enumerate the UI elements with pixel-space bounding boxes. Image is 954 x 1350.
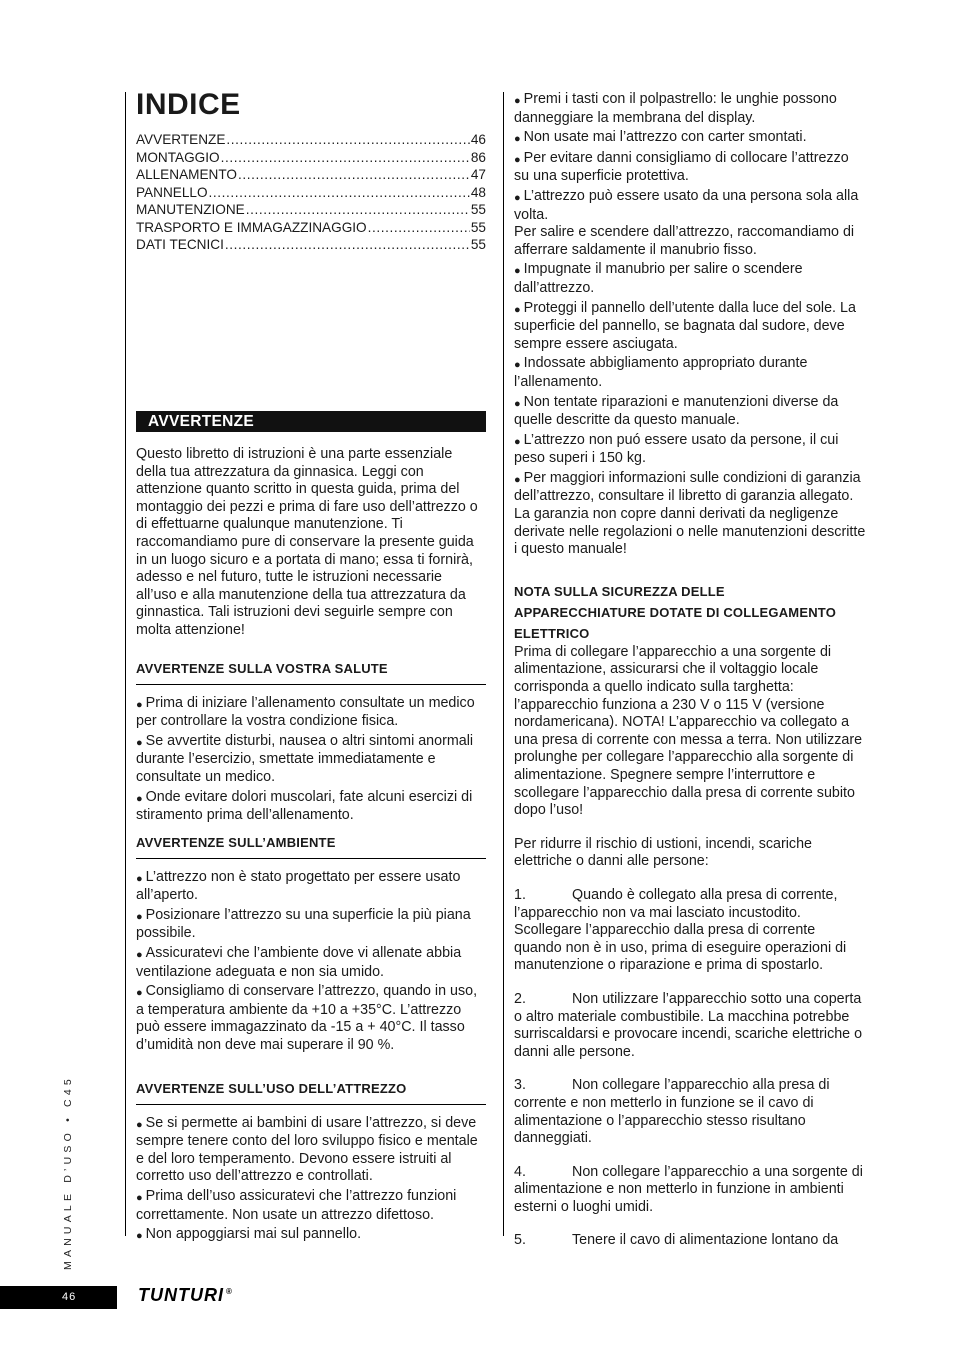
- item-text: Tenere il cavo di alimentazione lontano da: [572, 1232, 839, 1249]
- bullet-icon: ●: [514, 133, 521, 146]
- list-item-text: Impugnate il manubrio per salire o scendere dall’attrezzo.: [514, 261, 803, 296]
- environment-warnings: [136, 834, 486, 1057]
- electrical-note-text: Prima di collegare l’apparecchio a una sorgente di alimentazione, assicurarsi che il voltaggio locale corrisponda a quello indicato sulla targhetta: l’apparecchio funziona a 230 V o 115 V (versione nordamericana). NOTA! L’apparecchio va collegato a una presa di corrente con messa a terra. Non utilizzare prolunghe per collegare l’apparecchio alla sorgente di alimentazione. Spegnere sempre l’interruttore e scollegare l’apparecchio dalla presa di corrente subito dopo l’uso!: [514, 643, 863, 819]
- list-item: [136, 869, 486, 905]
- left-column: [136, 88, 486, 1243]
- list-item-text: Per evitare danni consigliamo di collocare l’attrezzo su una superficie protettiva.: [514, 149, 849, 185]
- bullet-icon: ●: [136, 1230, 143, 1243]
- list-item-text: Premi i tasti con il polpastrello: le unghie possono danneggiare la membrana del display.: [514, 91, 837, 126]
- list-item: [514, 150, 866, 186]
- toc-leader: [221, 149, 470, 167]
- toc-label: PANNELLO: [136, 184, 208, 200]
- item-number: 3.: [514, 1077, 526, 1094]
- bullet-icon: ●: [136, 1118, 143, 1131]
- item-number: 4.: [514, 1163, 526, 1180]
- bullet-icon: ●: [514, 153, 521, 166]
- section-heading-avvertenze: AVVERTENZE: [136, 411, 486, 432]
- toc-page: 46: [470, 132, 486, 147]
- heading-line: APPARECCHIATURE DOTATE DI COLLEGAMENTO: [514, 604, 837, 620]
- toc-entry[interactable]: [136, 184, 486, 202]
- list-item-text: Assicuratevi che l’ambiente dove vi allenate abbia ventilazione adeguata e non sia umido.: [136, 944, 462, 980]
- numbered-item: [514, 1232, 866, 1250]
- toc-page: 47: [470, 167, 486, 182]
- list-item: [514, 261, 866, 297]
- manual-side-label: MANUALE D’USO • C45: [62, 1075, 74, 1270]
- list-item: [514, 355, 866, 391]
- table-of-contents: [136, 131, 486, 254]
- toc-label: MONTAGGIO: [136, 149, 220, 165]
- toc-leader: [246, 201, 470, 219]
- toc-label: TRASPORTO E IMMAGAZZINAGGIO: [136, 219, 367, 235]
- list-item: [136, 1188, 486, 1224]
- list-item: [514, 394, 866, 430]
- list-item: [136, 733, 486, 787]
- numbered-item: [514, 887, 866, 975]
- intro-paragraph: Questo libretto di istruzioni è una parte essenziale della tua attrezzatura da ginnasica. Leggi con attenzione quanto scritto in questa guida, prima del montaggio dei pezzi e prima di fare uso dell’attrezzo o di effettuarne qualunque manutenzione. Ti raccomandiamo pure di conservare la presente guida in un luogo sicuro e a portata di mano; essa ti fornirà, adesso e nel futuro, tutte le istruzioni necessarie all’uso e alla manutenzione della tua attrezzatura da ginnastica. Tali istruzioni devi seguirle sempre con molta attenzione!: [136, 446, 478, 638]
- bullet-icon: ●: [514, 359, 521, 372]
- list-item: [136, 789, 486, 825]
- heading-line: ELETTRICO: [514, 625, 590, 641]
- toc-leader: [226, 131, 469, 149]
- toc-entry[interactable]: [136, 131, 486, 149]
- column-divider-rule: [503, 92, 504, 1236]
- toc-page: 55: [470, 219, 486, 235]
- heading-line: NOTA SULLA SICUREZZA DELLE: [514, 583, 725, 599]
- toc-leader: [209, 184, 470, 202]
- toc-label: MANUTENZIONE: [136, 202, 245, 217]
- list-item-text: Se si permette ai bambini di usare l’attrezzo, si deve sempre tenere conto del loro sviluppo fisico e mentale e del loro temperamento. Devono essere istruiti al corretto uso dell’attrezzo e controllati.: [136, 1114, 478, 1185]
- tunturi-logo: [138, 1285, 233, 1306]
- bullet-icon: ●: [136, 1191, 143, 1204]
- list-item-text: Non tentate riparazioni e manutenzioni diverse da quelle descritte da questo manuale.: [514, 393, 839, 429]
- bullet-icon: ●: [136, 872, 143, 885]
- item-number: 5.: [514, 1232, 526, 1249]
- list-item-text: Indossate abbigliamento appropriato durante l’allenamento.: [514, 355, 808, 390]
- list-item: [514, 91, 866, 127]
- numbered-item: [514, 1164, 866, 1217]
- list-item-text: L’attrezzo non puó essere usato da persone, il cui peso superi i 150 kg.: [514, 431, 839, 467]
- subheading-usage: AVVERTENZE SULL’USO DELL’ATTREZZO: [136, 1080, 486, 1105]
- bullet-icon: ●: [136, 987, 143, 1000]
- list-item: [136, 945, 486, 981]
- toc-page: 55: [470, 237, 486, 252]
- bullet-icon: ●: [136, 910, 143, 923]
- list-item: [514, 470, 866, 559]
- list-item: [136, 1115, 486, 1186]
- list-item: [514, 188, 866, 224]
- footer-page-bar: [0, 1286, 117, 1309]
- list-item: [514, 300, 866, 354]
- bullet-icon: ●: [136, 698, 143, 711]
- list-item-text: L’attrezzo non è stato progettato per essere usato all’aperto.: [136, 868, 461, 904]
- item-number: 1.: [514, 886, 526, 903]
- brand-name: TUNTURI: [138, 1285, 224, 1305]
- toc-entry[interactable]: [136, 219, 486, 237]
- item-number: 2.: [514, 990, 526, 1007]
- mount-note: Per salire e scendere dall’attrezzo, raccomandiamo di afferrare saldamente il manubrio fisso.: [514, 224, 855, 258]
- bullet-icon: ●: [136, 736, 143, 749]
- page-title: INDICE: [136, 88, 241, 121]
- list-item-text: Prima di iniziare l’allenamento consultate un medico per controllare la vostra condizione fisica.: [136, 694, 475, 730]
- registered-mark: ®: [226, 1287, 233, 1296]
- list-item: [136, 983, 486, 1054]
- bullet-icon: ●: [514, 265, 521, 278]
- item-text: Non collegare l’apparecchio a una sorgente di alimentazione e non metterlo in funzione in ambienti esterni o luoghi umidi.: [514, 1163, 863, 1215]
- list-item: [136, 1226, 486, 1245]
- list-item-text: Non usate mai l’attrezzo con carter smontati.: [523, 129, 807, 146]
- item-text: Quando è collegato alla presa di corrente, l’apparecchio non va mai lasciato incustodito. Scollegare l’apparecchio dalla presa di corrente quando non è in uso, prima di eseguire operazioni di manutenzione o riparazione e prima di spostarlo.: [514, 886, 847, 974]
- numbered-item: [514, 1077, 866, 1147]
- list-item-text: Per maggiori informazioni sulle condizioni di garanzia dell’attrezzo, consultare il libretto di garanzia allegato. La garanzia non copre danni derivati da negligenze derivate nelle regolazioni o nelle manutenzioni descritte i questo manuale!: [514, 469, 866, 558]
- numbered-item: [514, 991, 866, 1061]
- list-item: [136, 907, 486, 943]
- bullet-icon: ●: [514, 435, 521, 448]
- bullet-icon: ●: [514, 303, 521, 316]
- list-item-text: L’attrezzo può essere usato da una persona sola alla volta.: [514, 187, 859, 223]
- subheading-environment: AVVERTENZE SULL’AMBIENTE: [136, 834, 486, 859]
- item-text: Non utilizzare l’apparecchio sotto una coperta o altro materiale combustibile. La macchina potrebbe surriscaldarsi e provocare incendi, scariche elettriche o danni alle persone.: [514, 990, 863, 1060]
- toc-entry[interactable]: [136, 166, 486, 184]
- toc-entry[interactable]: [136, 201, 486, 219]
- toc-entry[interactable]: [136, 236, 486, 254]
- list-item-text: Se avvertite disturbi, nausea o altri sintomi anormali durante l’esercizio, smettate immediatamente e consultate un medico.: [136, 732, 474, 785]
- list-item-text: Onde evitare dolori muscolari, fate alcuni esercizi di stiramento prima dell’allenamento.: [136, 788, 473, 824]
- toc-leader: [368, 219, 470, 237]
- toc-label: AVVERTENZE: [136, 132, 226, 147]
- subheading-health: AVVERTENZE SULLA VOSTRA SALUTE: [136, 660, 486, 685]
- list-item: [514, 432, 866, 468]
- toc-entry[interactable]: [136, 149, 486, 167]
- toc-page: 55: [470, 202, 486, 217]
- page-number: 46: [62, 1291, 77, 1303]
- risk-intro: Per ridurre il rischio di ustioni, incendi, scariche elettriche o danni alle persone:: [514, 835, 812, 870]
- list-item-text: Proteggi il pannello dell’utente dalla luce del sole. La superficie del pannello, se bagnata dal sudore, deve sempre essere asciugata.: [514, 299, 856, 352]
- toc-leader: [225, 236, 470, 254]
- bullet-icon: ●: [514, 473, 521, 486]
- list-item: [136, 695, 486, 731]
- toc-label: ALLENAMENTO: [136, 167, 237, 182]
- usage-warnings: [136, 1080, 486, 1247]
- list-item-text: Posizionare l’attrezzo su una superficie la più piana possibile.: [136, 906, 471, 942]
- bullet-icon: ●: [514, 95, 521, 107]
- right-column: [514, 91, 866, 1250]
- bullet-icon: ●: [136, 948, 143, 961]
- bullet-icon: ●: [514, 397, 521, 410]
- health-warnings: [136, 660, 486, 827]
- toc-page: 48: [470, 184, 486, 200]
- list-item-text: Consigliamo di conservare l’attrezzo, quando in uso, a temperatura ambiente da +10 a +35°C. L’attrezzo può essere immagazzinato da -15 a + 40°C. Il tasso d’umidità non deve mai superare il 90 %.: [136, 983, 478, 1053]
- list-item-text: Non appoggiarsi mai sul pannello.: [145, 1226, 362, 1243]
- bullet-icon: ●: [514, 191, 521, 204]
- left-margin-rule: [125, 92, 126, 1236]
- toc-page: 86: [470, 149, 486, 165]
- list-item-text: Prima dell’uso assicuratevi che l’attrezzo funzioni correttamente. Non usate un attrezzo difettoso.: [136, 1187, 457, 1223]
- toc-leader: [238, 166, 470, 184]
- item-text: Non collegare l’apparecchio alla presa di corrente e non metterlo in funzione se il cavo di alimentazione o l’apparecchio stesso risultano danneggiati.: [514, 1077, 830, 1147]
- bullet-icon: ●: [136, 792, 143, 805]
- electrical-note-heading: [514, 581, 866, 644]
- toc-label: DATI TECNICI: [136, 237, 224, 252]
- list-item: [514, 129, 866, 148]
